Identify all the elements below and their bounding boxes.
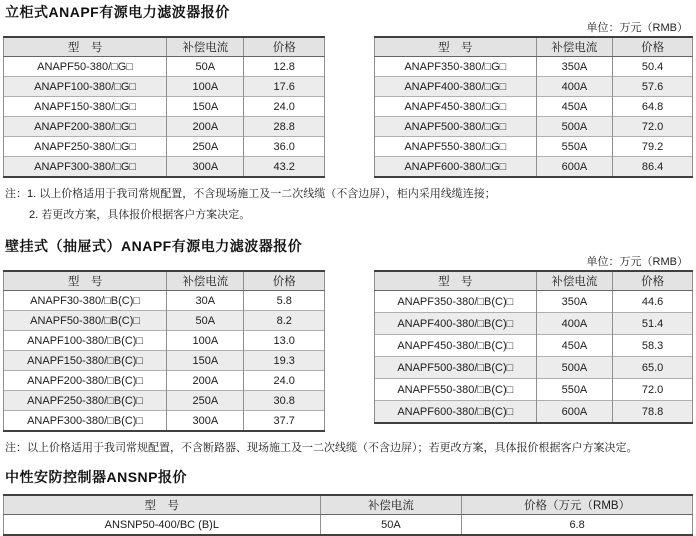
price-cell: 5.8 <box>244 291 325 311</box>
col-header-current: 补偿电流 <box>167 37 244 57</box>
price-cell: 28.8 <box>244 117 325 137</box>
table-row <box>4 391 325 411</box>
model-cell: ANAPF300-380/□B(C)□ <box>4 411 167 432</box>
table-header-row <box>4 495 693 515</box>
model-cell: ANAPF400-380/□G□ <box>375 77 537 97</box>
price-cell: 57.6 <box>613 77 693 97</box>
table-row <box>375 291 693 313</box>
price-cell: 72.0 <box>613 379 693 401</box>
section3-title: 中性安防控制器ANSNP报价 <box>5 469 188 485</box>
table-row <box>4 311 325 331</box>
table-header-row <box>4 37 325 57</box>
col-header-price: 价格（万元（RMB） <box>462 495 693 515</box>
model-cell: ANAPF200-380/□G□ <box>4 117 167 137</box>
col-header-price: 价格 <box>244 37 325 57</box>
table-header-row <box>375 271 693 291</box>
price-cell: 13.0 <box>244 331 325 351</box>
price-cell: 30.8 <box>244 391 325 411</box>
table-row <box>375 335 693 357</box>
model-cell: ANAPF300-380/□G□ <box>4 157 167 178</box>
table-row <box>4 291 325 311</box>
model-cell: ANAPF550-380/□B(C)□ <box>375 379 537 401</box>
unit-label-section1: 单位：万元（RMB） <box>586 22 688 34</box>
table-row <box>375 157 693 178</box>
col-header-model: 型 号 <box>4 271 167 291</box>
current-cell: 500A <box>536 117 613 137</box>
table-header-row <box>4 271 325 291</box>
section2-right-table <box>374 270 693 424</box>
model-cell: ANAPF50-380/□B(C)□ <box>4 311 167 331</box>
table-row <box>4 351 325 371</box>
model-cell: ANAPF150-380/□B(C)□ <box>4 351 167 371</box>
current-cell: 600A <box>536 401 613 424</box>
section2-left-table <box>3 270 325 432</box>
price-cell: 44.6 <box>613 291 693 313</box>
col-header-price: 价格 <box>613 271 693 291</box>
table-row <box>4 137 325 157</box>
current-cell: 250A <box>167 137 244 157</box>
model-cell: ANAPF250-380/□G□ <box>4 137 167 157</box>
section1-right-table <box>374 36 693 178</box>
current-cell: 300A <box>167 157 244 178</box>
table-row <box>4 157 325 178</box>
price-cell: 24.0 <box>244 371 325 391</box>
price-cell: 19.3 <box>244 351 325 371</box>
model-cell: ANAPF450-380/□B(C)□ <box>375 335 537 357</box>
current-cell: 200A <box>167 117 244 137</box>
section1-tables <box>0 35 696 178</box>
price-cell: 43.2 <box>244 157 325 178</box>
price-cell: 64.8 <box>613 97 693 117</box>
unit-label-section2: 单位：万元（RMB） <box>586 256 688 268</box>
col-header-model: 型 号 <box>375 271 537 291</box>
model-cell: ANAPF500-380/□G□ <box>375 117 537 137</box>
table-row <box>375 57 693 77</box>
section1-left-table <box>3 36 325 178</box>
model-cell: ANAPF600-380/□B(C)□ <box>375 401 537 424</box>
table-row <box>4 57 325 77</box>
table-row <box>4 97 325 117</box>
table-row <box>4 117 325 137</box>
price-cell: 58.3 <box>613 335 693 357</box>
model-cell: ANAPF350-380/□B(C)□ <box>375 291 537 313</box>
price-cell: 50.4 <box>613 57 693 77</box>
table-row <box>4 515 693 536</box>
table-row <box>375 117 693 137</box>
current-cell: 200A <box>167 371 244 391</box>
col-header-price: 价格 <box>613 37 693 57</box>
table-row <box>375 357 693 379</box>
current-cell: 450A <box>536 335 613 357</box>
model-cell: ANAPF400-380/□B(C)□ <box>375 313 537 335</box>
current-cell: 550A <box>536 379 613 401</box>
model-cell: ANAPF450-380/□G□ <box>375 97 537 117</box>
table-row <box>4 371 325 391</box>
current-cell: 550A <box>536 137 613 157</box>
price-cell: 79.2 <box>613 137 693 157</box>
col-header-current: 补偿电流 <box>536 37 613 57</box>
model-cell: ANAPF30-380/□B(C)□ <box>4 291 167 311</box>
table-row <box>4 331 325 351</box>
col-header-current: 补偿电流 <box>536 271 613 291</box>
section2-tables <box>0 269 696 432</box>
price-cell: 78.8 <box>613 401 693 424</box>
table-row <box>375 313 693 335</box>
table-header-row <box>375 37 693 57</box>
model-cell: ANAPF550-380/□G□ <box>375 137 537 157</box>
current-cell: 30A <box>167 291 244 311</box>
section1-note-line1: 注：1. 以上价格适用于我司常规配置，不含现场施工及一二次线缆（不含边屏），柜内采用线缆连接； <box>5 188 496 200</box>
price-cell: 37.7 <box>244 411 325 432</box>
col-header-current: 补偿电流 <box>167 271 244 291</box>
current-cell: 150A <box>167 351 244 371</box>
price-cell: 6.8 <box>462 515 693 536</box>
current-cell: 300A <box>167 411 244 432</box>
current-cell: 350A <box>536 291 613 313</box>
model-cell: ANAPF600-380/□G□ <box>375 157 537 178</box>
price-cell: 17.6 <box>244 77 325 97</box>
current-cell: 50A <box>167 57 244 77</box>
col-header-price: 价格 <box>244 271 325 291</box>
section2-note: 注：以上价格适用于我司常规配置，不含断路器、现场施工及一二次线缆（不含边屏）；若更改方案，具体报价根据客户方案决定。 <box>5 442 638 454</box>
col-header-current: 补偿电流 <box>320 495 462 515</box>
table-row <box>375 77 693 97</box>
model-cell: ANAPF150-380/□G□ <box>4 97 167 117</box>
current-cell: 400A <box>536 77 613 97</box>
current-cell: 50A <box>167 311 244 331</box>
table-row <box>4 77 325 97</box>
model-cell: ANAPF200-380/□B(C)□ <box>4 371 167 391</box>
price-cell: 65.0 <box>613 357 693 379</box>
table-row <box>375 401 693 424</box>
model-cell: ANAPF350-380/□G□ <box>375 57 537 77</box>
section1-title: 立柜式ANAPF有源电力滤波器报价 <box>5 4 230 20</box>
section1-note-line2: 2. 若更改方案，具体报价根据客户方案决定。 <box>29 209 251 221</box>
price-cell: 12.8 <box>244 57 325 77</box>
current-cell: 350A <box>536 57 613 77</box>
section2-title: 壁挂式（抽屉式）ANAPF有源电力滤波器报价 <box>5 238 303 254</box>
col-header-model: 型 号 <box>4 37 167 57</box>
model-cell: ANAPF50-380/□G□ <box>4 57 167 77</box>
current-cell: 50A <box>320 515 462 536</box>
model-cell: ANAPF500-380/□B(C)□ <box>375 357 537 379</box>
model-cell: ANAPF100-380/□G□ <box>4 77 167 97</box>
col-header-model: 型 号 <box>4 495 321 515</box>
current-cell: 100A <box>167 331 244 351</box>
table-row <box>375 379 693 401</box>
price-cell: 36.0 <box>244 137 325 157</box>
price-cell: 51.4 <box>613 313 693 335</box>
current-cell: 150A <box>167 97 244 117</box>
current-cell: 500A <box>536 357 613 379</box>
price-cell: 86.4 <box>613 157 693 178</box>
table-row <box>4 411 325 432</box>
current-cell: 450A <box>536 97 613 117</box>
price-cell: 8.2 <box>244 311 325 331</box>
col-header-model: 型 号 <box>375 37 537 57</box>
price-cell: 72.0 <box>613 117 693 137</box>
current-cell: 250A <box>167 391 244 411</box>
model-cell: ANAPF250-380/□B(C)□ <box>4 391 167 411</box>
model-cell: ANAPF100-380/□B(C)□ <box>4 331 167 351</box>
price-cell: 24.0 <box>244 97 325 117</box>
table-row <box>375 97 693 117</box>
table-row <box>375 137 693 157</box>
current-cell: 100A <box>167 77 244 97</box>
current-cell: 400A <box>536 313 613 335</box>
model-cell: ANSNP50-400/BC (B)L <box>4 515 321 536</box>
current-cell: 600A <box>536 157 613 178</box>
